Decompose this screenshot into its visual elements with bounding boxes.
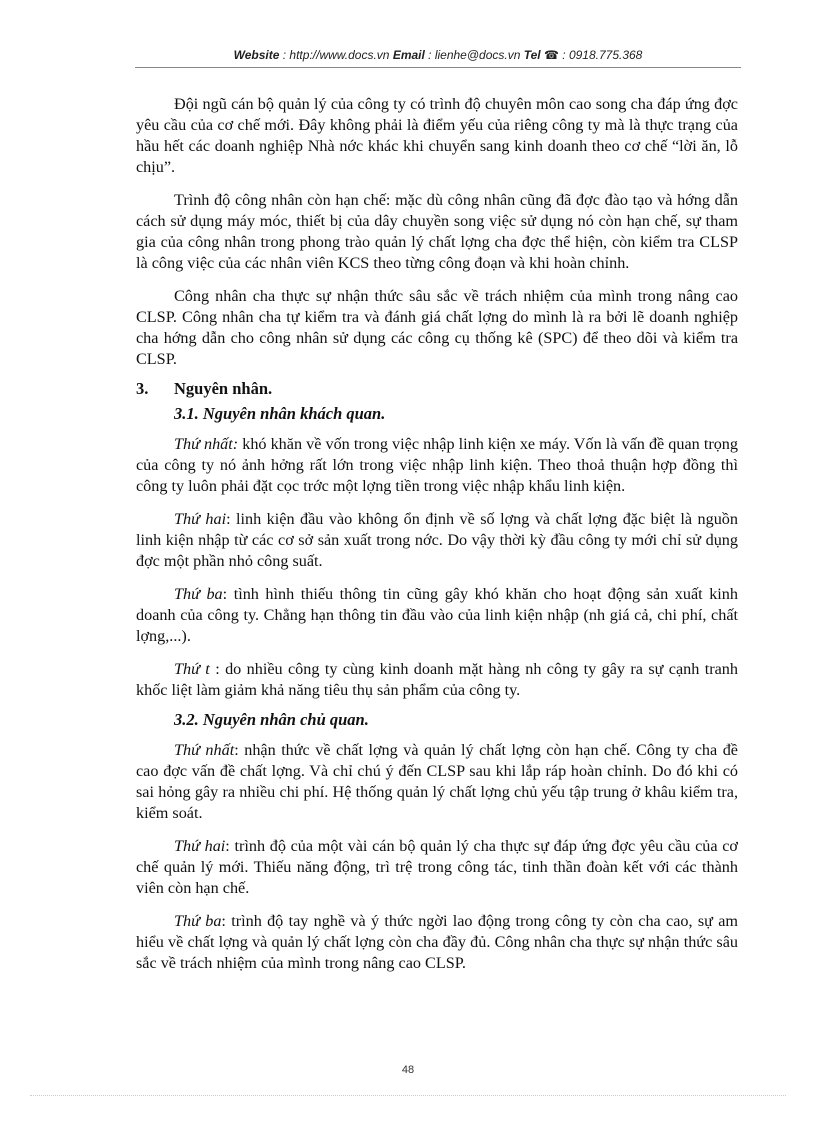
page-number: 48: [401, 1064, 415, 1076]
paragraph-1: Đội ngũ cán bộ quản lý của công ty có trình độ chuyên môn cao song cha đáp ứng đợc yêu cầu của cơ chế mới. Đây không phải là điểm yếu của riêng công ty mà là thực trạng của hầu hết các doanh nghiệp Nhà nớc khác khi chuyển sang kinh doanh theo cơ chế “lời ăn, lỗ chịu”.: [136, 95, 738, 176]
paragraph-7: [136, 659, 738, 701]
paragraph-5-text: : linh kiện đầu vào không ổn định về số lợng và chất lợng đặc biệt là nguồn linh kiện nhập từ các cơ sở sản xuất trong nớc. Do vậy thời kỳ đầu công ty mới chỉ sử dụng đợc một phần nhỏ công suất.: [136, 510, 738, 570]
subsection-3-1-heading: 3.1. Nguyên nhân khách quan.: [174, 404, 386, 423]
paragraph-9: [136, 836, 738, 899]
paragraph-5-lead: Thứ hai: [174, 510, 227, 528]
paragraph-6: [136, 584, 738, 647]
section-3-heading: [136, 378, 738, 399]
paragraph-10-text: : trình độ tay nghề và ý thức ngời lao động trong công ty còn cha cao, sự am hiểu về chất lợng và quản lý chất lợng còn cha đầy đủ. Công nhân cha thực sự nhận thức sâu sắc về trách nhiệm của mình trong nâng cao CLSP.: [136, 912, 738, 972]
paragraph-8-lead: Thứ nhất: [174, 741, 235, 759]
paragraph-10-lead: Thứ ba: [174, 912, 222, 930]
paragraph-7-text: : do nhiều công ty cùng kinh doanh mặt hàng nh công ty gây ra sự cạnh tranh khốc liệt làm giảm khả năng tiêu thụ sản phẩm của công ty.: [136, 660, 738, 699]
email-label: Email: [392, 48, 425, 62]
website-value: : http://www.docs.vn: [279, 48, 393, 62]
paragraph-9-lead: Thứ hai: [174, 837, 226, 855]
paragraph-4-lead: Thứ nhất:: [174, 435, 239, 453]
tel-label: Tel: [523, 48, 541, 62]
website-label: Website: [233, 48, 280, 62]
paragraph-5: [136, 509, 738, 572]
subsection-3-2-heading: 3.2. Nguyên nhân chủ quan.: [174, 710, 369, 729]
paragraph-7-lead: Thứ t: [174, 660, 210, 678]
paragraph-4-text: khó khăn về vốn trong việc nhập linh kiện xe máy. Vốn là vấn đề quan trọng của công ty nó ảnh hởng rất lớn trong việc nhập linh kiện. Theo thoả thuận hợp đồng thì công ty luôn phải đặt cọc trớc một lợng tiền trong việc nhập khẩu linh kiện.: [136, 435, 738, 495]
paragraph-8-text: : nhận thức về chất lợng và quản lý chất lợng còn hạn chế. Công ty cha đề cao đợc vấn đề chất lợng. Và chỉ chú ý đến CLSP sau khi lắp ráp hoàn chỉnh. Do đó khi có sai hỏng gây ra nhiều chi phí. Hệ thống quản lý chất lợng chủ yếu tập trung ở khâu kiểm tra, kiểm soát.: [136, 741, 738, 822]
email-value: : lienhe@docs.vn: [424, 48, 524, 62]
paragraph-10: [136, 911, 738, 974]
page-content: [136, 94, 738, 986]
section-3-number: 3.: [136, 379, 149, 398]
phone-icon: ☎: [543, 48, 559, 62]
paragraph-6-text: : tình hình thiếu thông tin cũng gây khó khăn cho hoạt động sản xuất kinh doanh của công ty. Chẳng hạn thông tin đầu vào của linh kiện nhập (nh giá cả, chi phí, chất lợng,...).: [136, 585, 738, 645]
paragraph-2: Trình độ công nhân còn hạn chế: mặc dù công nhân cũng đã đợc đào tạo và hớng dẫn cách sử dụng máy móc, thiết bị của dây chuyền song việc sử dụng nó còn hạn chế, sự tham gia của công nhân trong phong trào quản lý chất lợng cha đợc thể hiện, còn kiểm tra CLSP là công việc của các nhân viên KCS theo từng công đoạn và khi hoàn chỉnh.: [136, 191, 738, 272]
paragraph-6-lead: Thứ ba: [174, 585, 223, 603]
page-header: [135, 48, 741, 62]
paragraph-9-text: : trình độ của một vài cán bộ quản lý cha thực sự đáp ứng đợc yêu cầu của cơ chế quản lý mới. Thiếu năng động, trì trệ trong công tác, tinh thần đoàn kết với các thành viên còn hạn chế.: [136, 837, 738, 897]
paragraph-8: [136, 740, 738, 824]
section-3-title: Nguyên nhân.: [174, 379, 273, 398]
paragraph-4: [136, 434, 738, 497]
tel-value: : 0918.775.368: [558, 48, 643, 62]
paragraph-3: Công nhân cha thực sự nhận thức sâu sắc về trách nhiệm của mình trong nâng cao CLSP. Công nhân cha tự kiểm tra và đánh giá chất lợng do mình là ra bởi lẽ doanh nghiệp cha hớng dẫn cho công nhân sử dụng các công cụ thống kê (SPC) để theo dõi và kiểm tra CLSP.: [136, 287, 738, 368]
header-divider: [135, 67, 741, 68]
bottom-divider: [30, 1095, 786, 1096]
